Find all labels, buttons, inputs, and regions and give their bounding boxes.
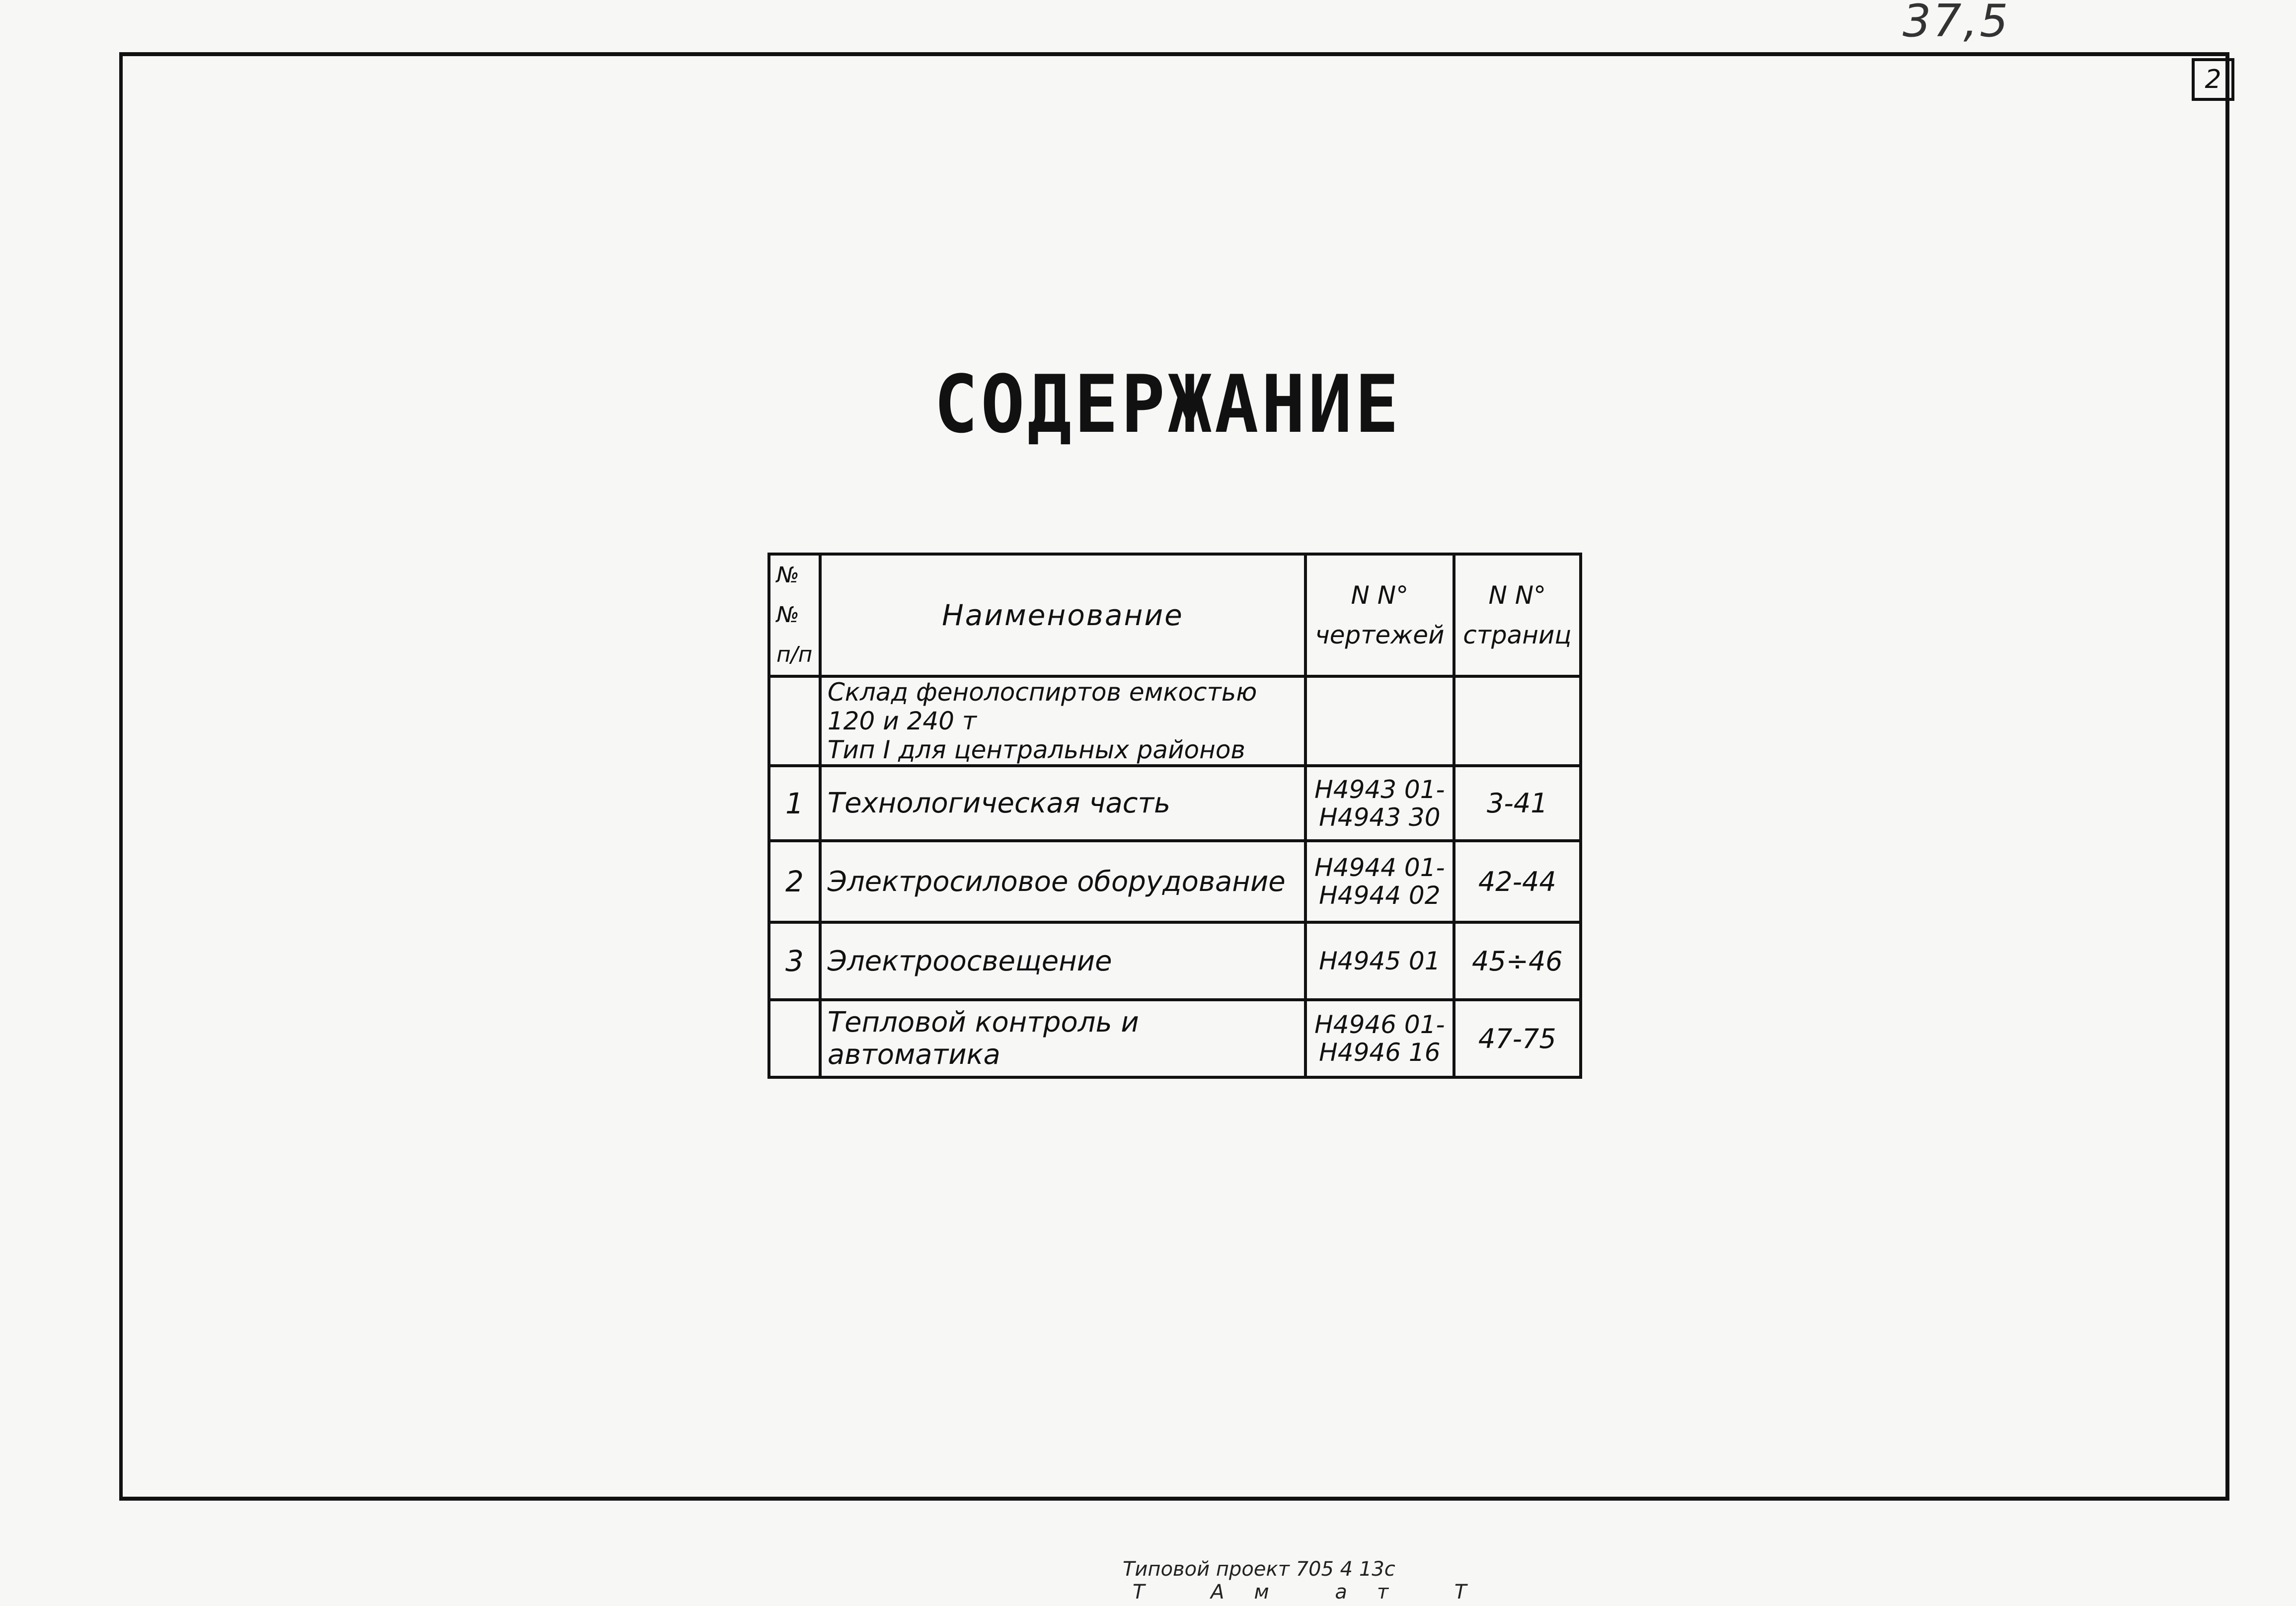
- corner-handwritten-note: 37,5: [1903, 0, 2010, 47]
- row-drawings-line1: Н4943 01-: [1314, 775, 1445, 804]
- row-name: Тепловой контроль и автоматика: [820, 1000, 1305, 1077]
- page-title: СОДЕРЖАНИЕ: [934, 358, 1402, 451]
- column-header-number: [769, 554, 820, 676]
- table-header-row: [769, 554, 1581, 676]
- row-drawings: [1305, 766, 1454, 841]
- section-title: [820, 676, 1305, 766]
- row-pages: 47-75: [1454, 1000, 1581, 1077]
- row-number: [769, 1000, 820, 1077]
- row-drawings: [1305, 841, 1454, 922]
- row-drawings-line1: Н4946 01-: [1314, 1010, 1445, 1039]
- row-name: Электроосвещение: [820, 922, 1305, 1000]
- column-header-drawings-line1: N N°: [1351, 581, 1409, 610]
- column-header-pages: [1454, 554, 1581, 676]
- column-header-drawings: [1305, 554, 1454, 676]
- table-row: [769, 922, 1581, 1000]
- project-stamp-line1: Типовой проект 705 4 13с: [1123, 1558, 1395, 1581]
- column-header-drawings-line2: чертежей: [1315, 621, 1445, 649]
- row-drawings-line1: Н4945 01: [1319, 947, 1441, 975]
- column-header-pages-line2: страниц: [1463, 621, 1572, 649]
- section-drawings-cell: [1305, 676, 1454, 766]
- row-drawings-line2: Н4944 02: [1319, 881, 1441, 910]
- sheet-number-box: [2192, 58, 2234, 101]
- row-number: 2: [769, 841, 820, 922]
- row-drawings-line2: Н4946 16: [1319, 1038, 1441, 1067]
- section-title-line2: Тип I для центральных районов: [827, 735, 1245, 764]
- project-stamp-line2: Т Ам ат Т: [1133, 1581, 1497, 1604]
- row-drawings: [1305, 1000, 1454, 1077]
- table-row: [769, 766, 1581, 841]
- row-number: 3: [769, 922, 820, 1000]
- row-name: Электросиловое оборудование: [820, 841, 1305, 922]
- row-drawings-line1: Н4944 01-: [1314, 853, 1445, 882]
- contents-table: [767, 553, 1582, 1079]
- column-header-number-line2: п/п: [776, 642, 813, 667]
- row-drawings-line2: Н4943 30: [1319, 803, 1441, 832]
- column-header-pages-line1: N N°: [1488, 581, 1546, 610]
- sheet-number: 2: [2205, 65, 2221, 94]
- row-name: Технологическая часть: [820, 766, 1305, 841]
- row-drawings: [1305, 922, 1454, 1000]
- table-row: [769, 1000, 1581, 1077]
- column-header-name: Наименование: [820, 554, 1305, 676]
- project-stamp: [1123, 1558, 1496, 1604]
- row-pages: 45÷46: [1454, 922, 1581, 1000]
- section-pages-cell: [1454, 676, 1581, 766]
- row-pages: 42-44: [1454, 841, 1581, 922]
- table-row: [769, 841, 1581, 922]
- column-header-number-line1: №№: [776, 562, 799, 628]
- row-number: 1: [769, 766, 820, 841]
- section-number-cell: [769, 676, 820, 766]
- section-title-line1: Склад фенолоспиртов емкостью 120 и 240 т: [827, 678, 1257, 735]
- row-pages: 3-41: [1454, 766, 1581, 841]
- section-row: [769, 676, 1581, 766]
